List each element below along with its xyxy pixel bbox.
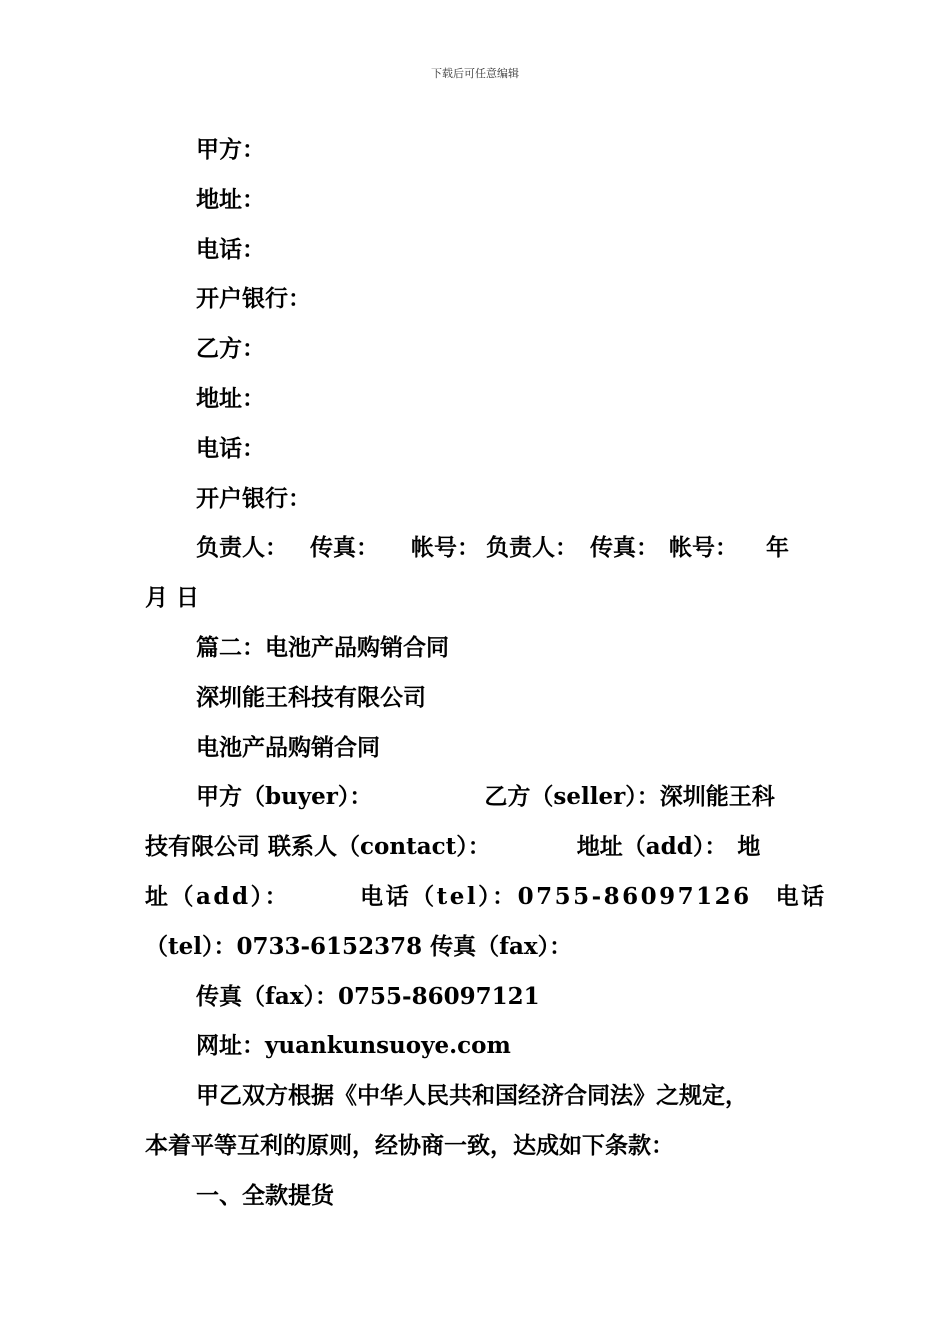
address-phone-line — [145, 872, 827, 922]
account-b-label: 帐号： — [669, 534, 738, 562]
party-a-name-label: 甲方： — [196, 136, 265, 163]
buyer-phone-a: 电话 — [775, 882, 827, 910]
intro-line-2: 本着平等互利的原则，经协商一致，达成如下条款： — [145, 1131, 674, 1159]
address-label-2b: 址（add）： — [145, 882, 291, 910]
party-a-address-label: 地址： — [196, 185, 265, 213]
seller-phone: 电话（tel）：0755-86097126 — [360, 882, 752, 910]
party-a-phone-label: 电话： — [196, 235, 265, 263]
signature-line — [145, 523, 805, 573]
fax-a-label: 传真： — [310, 534, 379, 562]
page-header: 下载后可任意编辑 — [431, 67, 519, 80]
seller-fax: 传真（fax）：0755-86097121 — [196, 982, 540, 1010]
seller-company-cont: 技有限公司 — [145, 833, 260, 861]
contract-name: 电池产品购销合同 — [196, 733, 380, 761]
principal-b-label: 负责人： — [486, 534, 578, 562]
intro-line-1: 甲乙双方根据《中华人民共和国经济合同法》之规定， — [196, 1082, 748, 1110]
account-a-label: 帐号： — [411, 534, 480, 562]
section2-title: 篇二：电池产品购销合同 — [196, 633, 449, 661]
party-b-name-label: 乙方： — [196, 335, 265, 363]
contact-label: 联系人（contact）： — [268, 833, 491, 861]
buyer-phone-fax-line — [145, 922, 805, 972]
party-b-address-label: 地址： — [196, 384, 265, 412]
document-body — [145, 125, 827, 1221]
company-name: 深圳能王科技有限公司 — [196, 683, 426, 711]
contact-line — [145, 822, 805, 872]
party-b-phone-label: 电话： — [196, 434, 265, 462]
fax-b-label: 传真： — [590, 534, 659, 562]
buyer-fax-label: 传真（fax）： — [430, 932, 573, 960]
year-label: 年 — [766, 534, 789, 562]
address-label-1: 地址（add）： — [576, 833, 728, 861]
buyer-seller-line — [145, 772, 805, 822]
address-label-2a: 地 — [737, 833, 761, 861]
party-b-bank-label: 开户银行： — [196, 484, 311, 512]
month-day-label: 月 日 — [145, 584, 200, 612]
principal-a-label: 负责人： — [196, 534, 288, 562]
clause-1-title: 一、全款提货 — [196, 1181, 334, 1209]
website: 网址：yuankunsuoye.com — [196, 1032, 511, 1060]
seller-label: 乙方（seller）：深圳能王科 — [484, 783, 775, 811]
buyer-phone-b: （tel）：0733-6152378 — [145, 932, 423, 960]
buyer-label: 甲方（buyer）： — [196, 783, 373, 811]
party-a-bank-label: 开户银行： — [196, 285, 311, 313]
